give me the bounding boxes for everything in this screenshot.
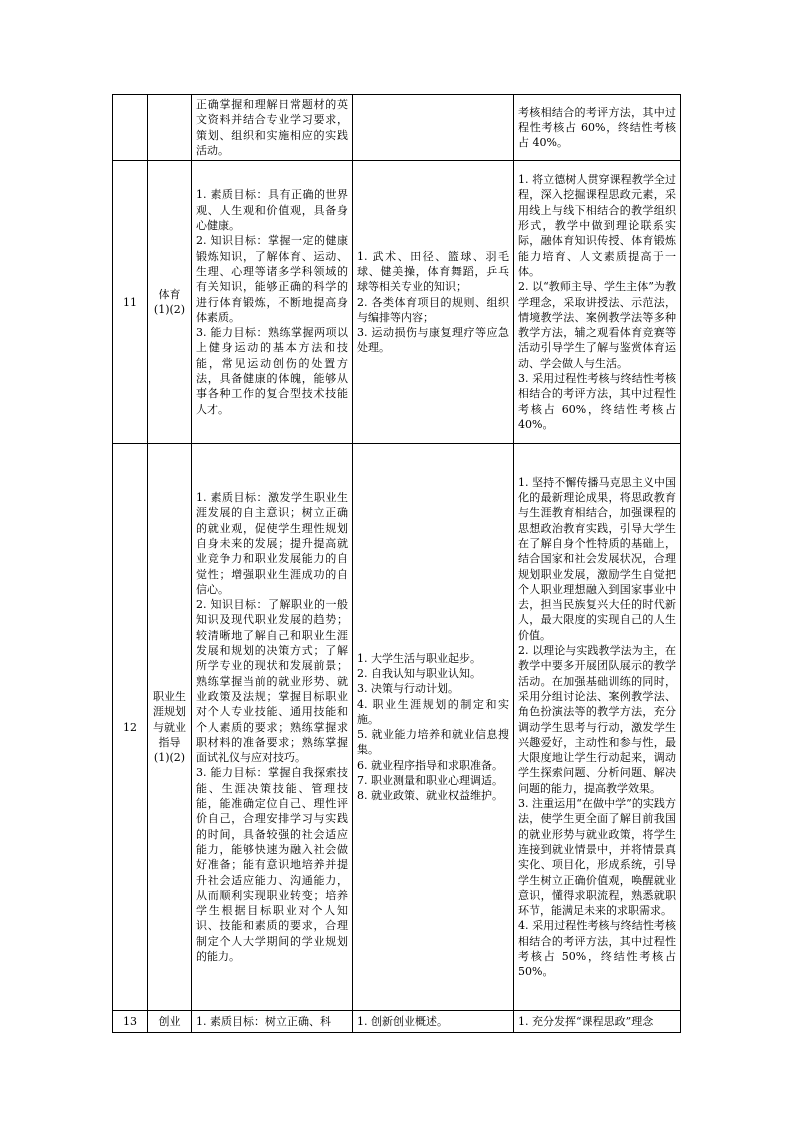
course-name-cell (148, 95, 192, 161)
cell-paragraph: 2. 自我认知与职业认知。 (357, 667, 481, 680)
course-name-cell: 创业 (148, 1011, 192, 1033)
teaching-requirements-cell (514, 444, 681, 1011)
cell-paragraph: 8. 就业政策、就业权益维护。 (357, 789, 503, 803)
cell-paragraph: 1. 将立德树人贯穿课程教学全过程，深入挖掘课程思政元素，采用线上与线下相结合的教学组织形式，教学中做到理论联系实际，融体育知识传授、体育锻炼能力培育、人文素质提高于一体。 (518, 173, 676, 278)
cell-paragraph: 1. 创新创业概述。 (357, 1015, 448, 1029)
table-row (113, 444, 681, 1011)
course-number-cell (113, 95, 148, 161)
cell-paragraph: 1. 素质目标：激发学生职业生涯发展的自主意识；树立正确的就业观，促使学生理性规划自身未来的发展；提升提高就业竞争力和职业发展能力的自觉性；增强职业生涯成功的自信心。 (196, 491, 348, 596)
cell-paragraph: 1. 充分发挥“课程思政”理念 (518, 1015, 654, 1029)
cell-paragraph: 4. 职业生涯规划的制定和实施。 (357, 697, 509, 726)
cell-paragraph: 考核相结合的考评方法，其中过程性考核占 60%，终结性考核占 40%。 (518, 105, 676, 150)
course-objectives-cell (192, 1011, 353, 1033)
cell-paragraph: 3. 决策与行动计划。 (357, 682, 459, 696)
cell-paragraph: 3. 注重运用“在做中学”的实践方法，使学生更全面了解目前我国的就业形势与就业政策，将学生连接到就业情景中，并将情景真实化、项目化，形成系统，引导学生树立正确价值观，唤醒就业意识，懂得求职流程，熟悉就职环节，能满足未来的求职需求。 (518, 797, 676, 918)
cell-paragraph: 2. 知识目标：了解职业的一般知识及现代职业发展的趋势；较清晰地了解自己和职业生涯发展和规划的决策方式；了解所学专业的现状和发展前景；熟练掌握当前的就业形势、就业政策及法规；掌握目标职业对个人专业技能、通用技能和个人素质的要求；熟练掌握求职材料的准备要求；熟练掌握面试礼仪与应对技巧。 (196, 598, 348, 765)
course-content-cell (353, 1011, 514, 1033)
curriculum-table (112, 94, 681, 1033)
teaching-requirements-cell (514, 1011, 681, 1033)
teaching-requirements-cell (514, 161, 681, 444)
course-content-cell (353, 444, 514, 1011)
table-row (113, 161, 681, 444)
cell-paragraph: 3. 运动损伤与康复理疗等应急处理。 (357, 326, 509, 355)
cell-paragraph: 2. 各类体育项目的规则、组织与编排等内容； (357, 295, 509, 324)
course-number-cell: 12 (113, 444, 148, 1011)
cell-paragraph: 1. 坚持不懈传播马克思主义中国化的最新理论成果，将思政教育与生涯教育相结合，加强课程的思想政治教育实践，引导大学生在了解自身个性特质的基础上，结合国家和社会发展状况，合理规划职业发展，激励学生自觉把个人职业理想融入到国家事业中去，担当民族复兴大任的时代新人，最大限度的实现自己的人生价值。 (518, 475, 676, 642)
course-name-cell: 体育(1)(2) (148, 161, 192, 444)
cell-paragraph: 7. 职业测量和职业心理调适。 (357, 774, 503, 788)
cell-paragraph: 5. 就业能力培养和就业信息搜集。 (357, 728, 509, 757)
cell-paragraph: 1. 武术、田径、篮球、羽毛球、健美操，体育舞蹈，乒乓球等相关专业的知识； (357, 249, 509, 294)
cell-paragraph: 4. 采用过程性考核与终结性考核相结合的考评方法，其中过程性考核占 50%，终结性考核占 50%。 (518, 919, 676, 979)
course-objectives-cell (192, 444, 353, 1011)
course-number-cell: 13 (113, 1011, 148, 1033)
course-content-cell (353, 161, 514, 444)
course-name-cell: 职业生涯规划与就业指导(1)(2) (148, 444, 192, 1011)
teaching-requirements-cell (514, 95, 681, 161)
table-row (113, 1011, 681, 1033)
cell-paragraph: 1. 大学生活与职业起步。 (357, 651, 481, 665)
cell-paragraph: 2. 知识目标：掌握一定的健康锻炼知识，了解体育、运动、生理、心理等诸多学科领域的有关知识，能够正确的科学的进行体育锻炼，不断地提高身体素质。 (196, 234, 348, 324)
course-number-cell: 11 (113, 161, 148, 444)
cell-paragraph: 3. 采用过程性考核与终结性考核相结合的考评方法，其中过程性考核占 60%，终结性考核占 40%。 (518, 372, 676, 431)
course-content-cell (353, 95, 514, 161)
course-objectives-cell (192, 95, 353, 161)
cell-paragraph: 1. 素质目标：树立正确、科 (196, 1015, 331, 1029)
cell-paragraph: 2. 以“教师主导、学生主体”为教学理念，采取讲授法、示范法，情境教学法、案例教学法等多种教学方法，辅之观看体育竞赛等活动引导学生了解与鉴赏体育运动、学会做人与生活。 (518, 280, 676, 370)
cell-paragraph: 6. 就业程序指导和求职准备。 (357, 758, 503, 772)
curriculum-table-body (113, 95, 681, 1033)
table-row (113, 95, 681, 161)
course-objectives-cell (192, 161, 353, 444)
cell-paragraph: 3. 能力目标：熟练掌握两项以上健身运动的基本方法和技能，常见运动创伤的处置方法，具备健康的体魄，能够从事各种工作的复合型技术技能人才。 (196, 326, 348, 416)
cell-paragraph: 1. 素质目标：具有正确的世界观、人生观和价值观，具备身心健康。 (196, 188, 348, 233)
cell-paragraph: 3. 能力目标：掌握自我探索技能、生涯决策技能、管理技能，能准确定位自己、理性评价自己，合理安排学习与实践的时间，具备较强的社会适应能力，能够快速为融入社会做好准备；能有意识地培养并提升社会适应能力、沟通能力，从而顺利实现职业转变；培养学生根据目标职业对个人知识、技能和素质的要求，合理制定个人大学期间的学业规划的能力。 (196, 766, 348, 963)
cell-paragraph: 2. 以理论与实践教学法为主，在教学中要多开展团队展示的教学活动。在加强基础训练的同时，采用分组讨论法、案例教学法、角色扮演法等的教学方法，充分调动学生思考与行动，激发学生兴趣爱好，主动性和参与性，最大限度地让学生行动起来，调动学生探索问题、分析问题、解决问题的能力，提高教学效果。 (518, 644, 676, 795)
cell-paragraph: 正确掌握和理解日常题材的英文资料并结合专业学习要求，策划、组织和实施相应的实践活动。 (196, 98, 348, 157)
